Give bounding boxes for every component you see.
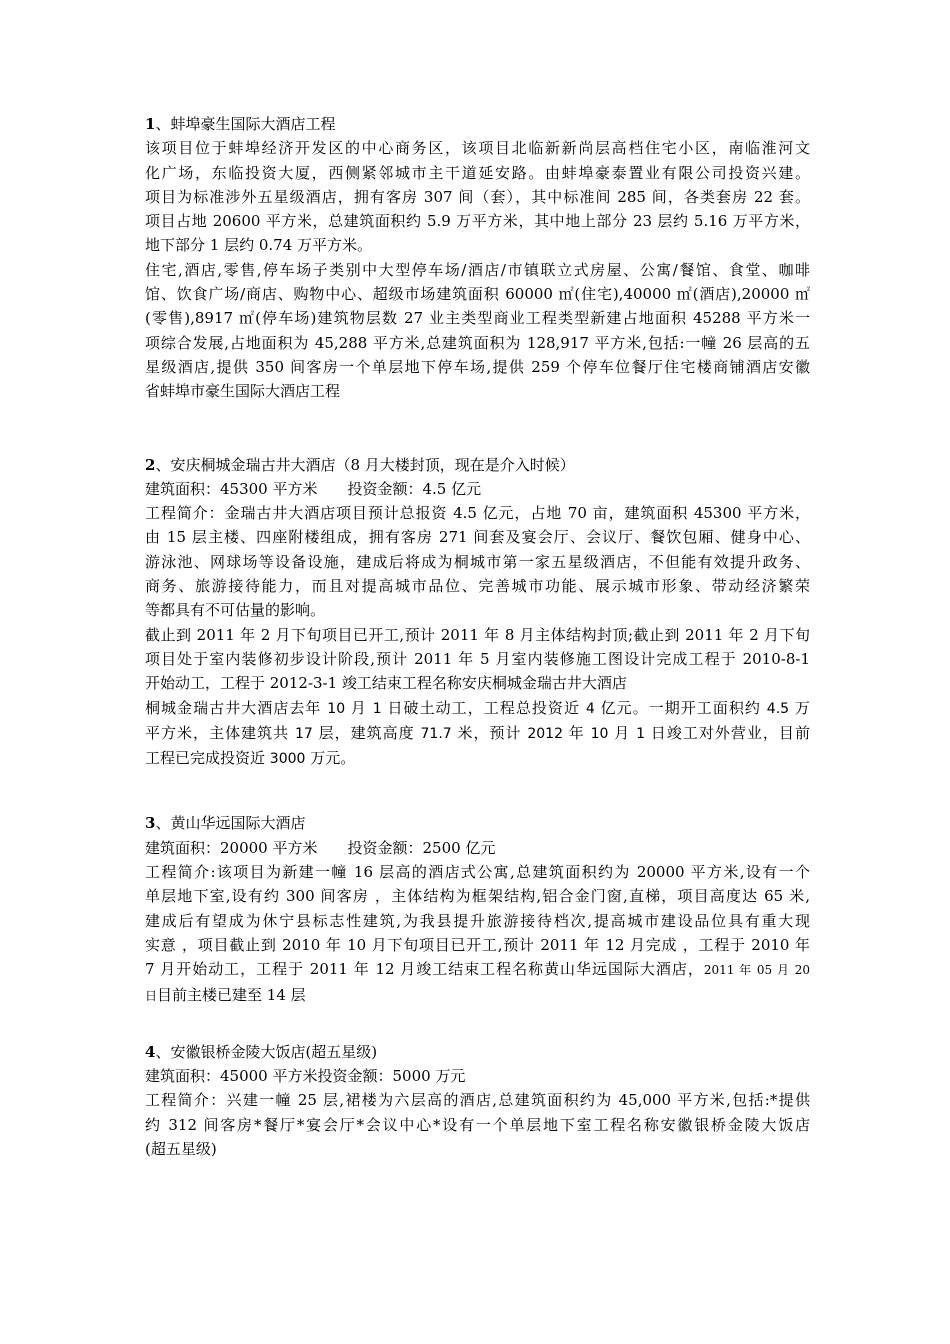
text-run: 2011 年 05 月 20 [703, 963, 810, 978]
section-spacer [145, 1008, 810, 1040]
body-line: 截止到 2011 年 2 月下旬项目已开工,预计 2011 年 8 月主体结构封顶;截止到 2011 年 2 月下旬 [145, 625, 810, 644]
body-line: 项目占地 20600 平方米，总建筑面积约 5.9 万平方米，其中地上部分 23 层约 5.16 万平方米， [145, 212, 810, 231]
section-spacer [145, 771, 810, 811]
document-page [145, 112, 810, 1161]
section-title-text: 、黄山华远国际大酒店 [155, 814, 306, 833]
section-title [145, 1040, 810, 1064]
section-title-text: 、安庆桐城金瑞古井大酒店（8 月大楼封顶，现在是介入时候） [155, 455, 575, 474]
body-line: 建成后有望成为休宁县标志性建筑,为我县提升旅游接待档次,提高城市建设品位具有重大现 [145, 911, 810, 930]
text-run: 平方米，主体建筑共 [145, 723, 290, 742]
body-line: 实意 ，项目截止到 2010 年 10 月下旬项目已开工,预计 2011 年 12 月完成 ，工程于 2010 年 [145, 935, 810, 954]
project-section-3 [145, 811, 810, 1007]
body-line: 省蚌埠市豪生国际大酒店工程 [145, 382, 341, 401]
body-line [145, 983, 810, 1008]
body-line: 住宅,酒店,零售,停车场子类别中大型停车场/酒店/市镇联立式房屋、公寓/餐馆、食堂、咖啡 [145, 260, 810, 279]
text-run: 年 [568, 723, 585, 742]
text-run: 2012 [527, 725, 563, 742]
section-spacer [145, 404, 810, 453]
text-run: 4.5 [766, 700, 790, 717]
text-run: 层，建筑高度 [318, 723, 415, 742]
project-section-1 [145, 112, 810, 404]
body-line: 由 15 层主楼、四座附楼组成，拥有客房 271 间套及宴会厅、会议厅、餐饮包厢、健身中心、 [145, 528, 810, 547]
text-run: 1 [636, 725, 645, 742]
text-run: 4 [585, 700, 595, 717]
section-title [145, 112, 810, 136]
body-line: 建筑面积：45300 平方米 投资金额：4.5 亿元 [145, 479, 482, 498]
body-line [145, 957, 810, 982]
text-run: 米，预计 [457, 723, 522, 742]
text-run: 万 [794, 698, 810, 717]
text-run: 日破土动工，工程总投资近 [387, 698, 581, 717]
text-run: 桐城金瑞古井大酒店去年 [145, 698, 322, 717]
text-run: 10 [590, 725, 609, 742]
text-run: 月 [614, 723, 631, 742]
project-section-2 [145, 453, 810, 772]
text-run: 日 [145, 988, 158, 1003]
section-number: 4 [145, 1042, 156, 1061]
body-line: 开始动工，工程于 2012-3-1 竣工结束工程名称安庆桐城金瑞古井大酒店 [145, 674, 627, 693]
body-line: 地下部分 1 层约 0.74 万平方米。 [145, 236, 373, 255]
text-run: 17 [294, 725, 313, 742]
body-line: 项综合发展,占地面积为 45,288 平方米,总建筑面积为 128,917 平方米,包括:一幢 26 层高的五 [145, 333, 810, 352]
text-run: 10 [327, 700, 346, 717]
body-line: 游泳池、网球场等设备设施，建成后将成为桐城市第一家五星级酒店，不但能有效提升政务、 [145, 552, 810, 571]
section-number: 3 [145, 814, 156, 833]
body-line: (超五星级) [145, 1139, 217, 1158]
body-line: 建筑面积：20000 平方米 投资金额：2500 亿元 [145, 838, 496, 857]
body-line: 馆、饮食广场/商店、购物中心、超级市场建筑面积 60000 ㎡(住宅),40000 ㎡(酒店),20000 ㎡ [145, 285, 810, 304]
section-title [145, 453, 810, 477]
text-run: 71.7 [420, 725, 452, 742]
section-title [145, 811, 810, 835]
body-line [145, 696, 810, 721]
section-title-text: 、安徽银桥金陵大饭店(超五星级) [155, 1042, 378, 1061]
body-line [145, 721, 810, 746]
body-line: 项目处于室内装修初步设计阶段,预计 2011 年 5 月室内装修施工图设计完成工程于 2010-8-1 [145, 649, 810, 668]
section-number: 1 [145, 115, 156, 133]
text-run: 日竣工对外营业，目前 [650, 723, 810, 742]
body-line: 工程简介：兴建一幢 25 层,裙楼为六层高的酒店,总建筑面积约为 45,000 平方米,包括:*提供 [145, 1091, 810, 1110]
text-run: 目前主楼已建至 14 层 [157, 985, 306, 1004]
text-run: 万元。 [310, 749, 356, 768]
text-run: 月 [350, 698, 367, 717]
text-run: 1 [372, 700, 382, 717]
project-section-4 [145, 1040, 810, 1161]
text-run: 3000 [269, 751, 306, 768]
body-line: (零售),8917 ㎡(停车场)建筑物层数 27 业主类型商业工程类型新建占地面积 45288 平方米一 [145, 309, 810, 328]
body-line: 工程简介:该项目为新建一幢 16 层高的酒店式公寓,总建筑面积约为 20000 平方米,设有一个 [145, 863, 810, 882]
body-line: 化广场，东临投资大厦，西侧紧邻城市主干道延安路。由蚌埠豪泰置业有限公司投资兴建。 [145, 163, 810, 182]
text-run: 工程已完成投资近 [145, 749, 266, 768]
body-line: 星级酒店,提供 350 间客房一个单层地下停车场,提供 259 个停车位餐厅住宅楼商铺酒店安徽 [145, 357, 810, 376]
text-run: 7 月开始动工，工程于 2011 年 12 月竣工结束工程名称黄山华远国际大酒店， [145, 960, 704, 979]
body-line: 约 312 间客房*餐厅*宴会厅*会议中心*设有一个单层地下室工程名称安徽银桥金陵大饭店 [145, 1115, 810, 1134]
section-number: 2 [145, 455, 156, 474]
text-run: 亿元。一期开工面积约 [600, 698, 761, 717]
section-title-text: 、蚌埠豪生国际大酒店工程 [155, 115, 336, 133]
body-line: 建筑面积：45000 平方米投资金额：5000 万元 [145, 1067, 466, 1086]
body-line: 等都具有不可估量的影响。 [145, 601, 326, 620]
body-line: 商务、旅游接待能力，而且对提高城市品位、完善城市功能、展示城市形象、带动经济繁荣 [145, 577, 810, 596]
body-line: 单层地下室,设有约 300 间客房 ，主体结构为框架结构,铝合金门窗,直梯，项目高度达 65 米, [145, 887, 810, 906]
body-line: 工程简介：金瑞古井大酒店项目预计总报资 4.5 亿元，占地 70 亩，建筑面积 45300 平方米， [145, 504, 810, 523]
body-line: 该项目位于蚌埠经济开发区的中心商务区，该项目北临新新尚层高档住宅小区，南临淮河文 [145, 139, 810, 158]
body-line [145, 746, 810, 771]
body-line: 项目为标准涉外五星级酒店，拥有客房 307 间（套），其中标准间 285 间，各类套房 22 套。 [145, 187, 810, 206]
